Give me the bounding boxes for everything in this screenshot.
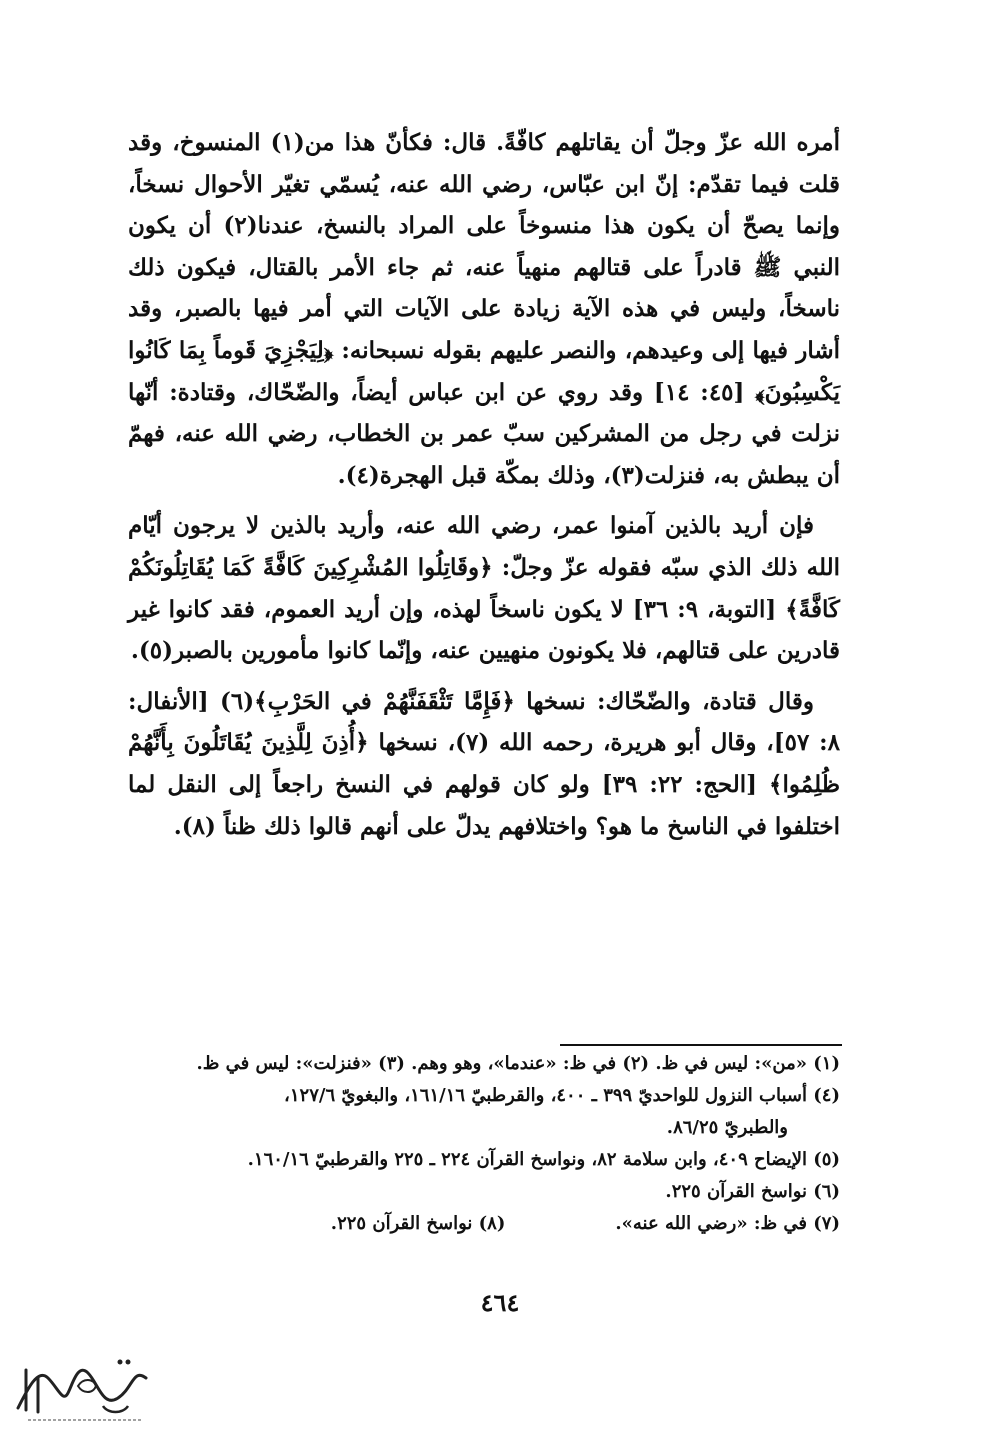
paragraph-3: وقال قتادة، والضّحّاك: نسخها ﴿فَإِمَّا تَثْقَفَنَّهُمْ في الحَرْبِ﴾(٦) [الأنفال: ٨: ٥٧]، وقال أبو هريرة، رحمه الله (٧)، نسخها ﴿أُذِنَ لِلَّذِينَ يُقَاتَلُونَ بِأَنَّهُمْ ظُلِمُوا﴾ [الحج: ٢٢: ٣٩] ولو كان قولهم في النسخ راجعاً إلى النقل لما اختلفوا في الناسخ ما هو؟ واختلافهم يدلّ على أنهم قالوا ذلك ظناً (٨). (128, 687, 841, 840)
page-number: ٤٦٤ (480, 1288, 520, 1317)
footnote-7: (٧) في ظ: «رضي الله عنه». (615, 1213, 840, 1234)
footnote-divider (560, 1044, 842, 1046)
footnote-1-3: (١) «من»: ليس في ظ. (٢) في ظ: «عندما»، وهو وهم. (٣) «فنزلت»: ليس في ظ. (196, 1053, 840, 1074)
main-text (128, 122, 840, 847)
footnotes (128, 1048, 840, 1240)
calligraphy-logo (8, 1348, 156, 1428)
paragraph-1: أمره الله عزّ وجلّ أن يقاتلهم كافّةً. قال: فكأنّ هذا من(١) المنسوخ، وقد قلت فيما تقدّم: إنّ ابن عبّاس، رضي الله عنه، يُسمّي تغيّر الأحوال نسخاً، وإنما يصحّ أن يكون هذا منسوخاً على المراد بالنسخ، عندنا(٢) أن يكون النبي ﷺ قادراً على قتالهم منهياً عنه، ثم جاء الأمر بالقتال، فيكون ذلك ناسخاً، وليس في هذه الآية زيادة على الآيات التي أمر فيها بالصبر، وقد أشار فيها إلى وعيدهم، والنصر عليهم بقوله نسبحانه: ﴿لِيَجْزِيَ قَوماً بِمَا كَانُوا يَكْسِبُونَ﴾ [٤٥: ١٤] وقد روي عن ابن عباس أيضاً، والضّحّاك، وقتادة: أنّها نزلت في رجل من المشركين سبّ عمر بن الخطاب، رضي الله عنه، فهمّ أن يبطش به، فنزلت(٣)، وذلك بمكّة قبل الهجرة(٤). (128, 129, 841, 489)
footnote-6: (٦) نواسخ القرآن ٢٢٥. (665, 1181, 840, 1202)
footnote-row-7-8 (128, 1208, 840, 1240)
footnote-5: (٥) الإيضاح ٤٠٩، وابن سلامة ٨٢، ونواسخ القرآن ٢٢٤ ـ ٢٢٥ والقرطبيّ ١٦٠/١٦. (247, 1149, 840, 1170)
paragraph-2: فإن أريد بالذين آمنوا عمر، رضي الله عنه، وأريد بالذين لا يرجون أيّام الله ذلك الذي سبّه فقوله عزّ وجلّ: ﴿وقَاتِلُوا المُشْرِكِينَ كَافَّةً كَمَا يُقَاتِلُونَكُمْ كَافَّةً﴾ [التوبة، ٩: ٣٦] لا يكون ناسخاً لهذه، وإن أريد العموم، فقد كانوا غير قادرين على قتالهم، فلا يكونون منهيين عنه، وإنّما كانوا مأمورين بالصبر(٥). (128, 512, 840, 665)
footnote-4-continued: والطبريّ ٨٦/٢٥. (666, 1117, 788, 1138)
footnote-4: (٤) أسباب النزول للواحديّ ٣٩٩ ـ ٤٠٠، والقرطبيّ ١٦١/١٦، والبغويّ ١٢٧/٦، (284, 1085, 840, 1106)
footnote-8: (٨) نواسخ القرآن ٢٢٥. (330, 1213, 506, 1234)
